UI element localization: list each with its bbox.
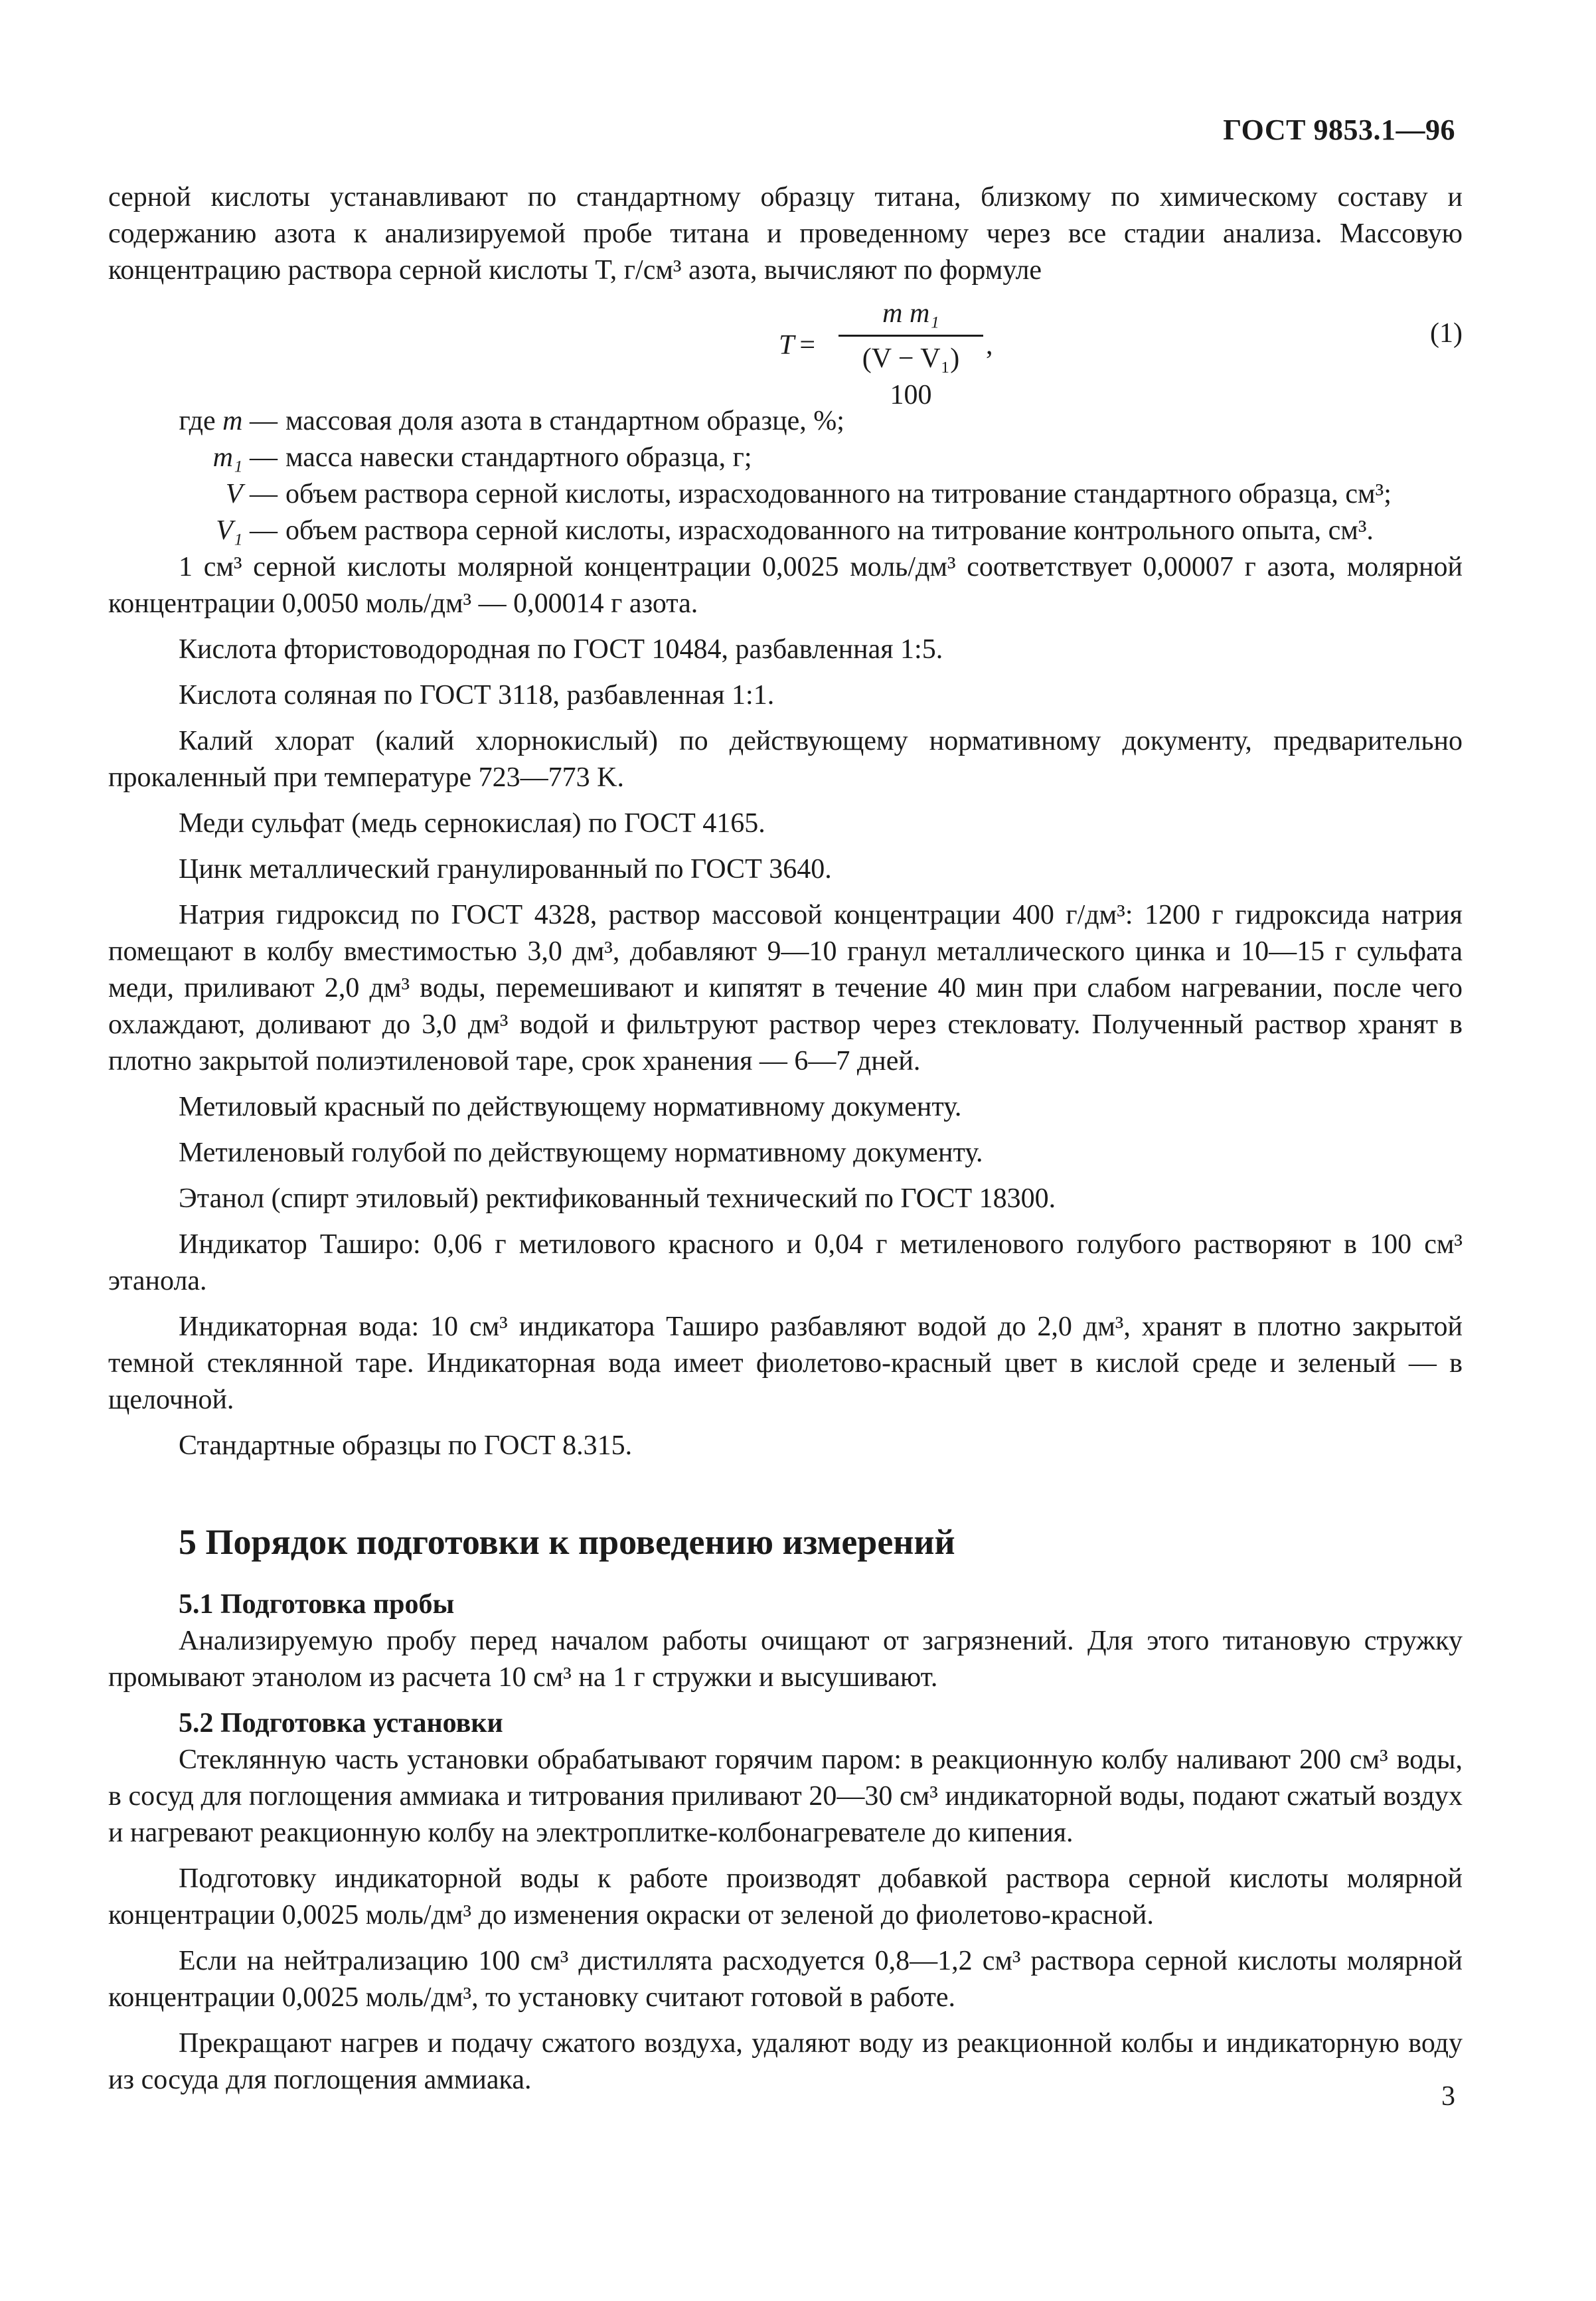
where-symbol: где m — <box>179 406 278 436</box>
formula-number: (1) <box>1430 318 1463 349</box>
where-description: массовая доля азота в стандартном образце, %; <box>285 406 844 436</box>
where-symbol: V — <box>225 479 278 509</box>
where-item <box>108 476 1463 513</box>
subsection-heading: 5.1 Подготовка пробы <box>179 1589 455 1620</box>
paragraph: Если на нейтрализацию 100 см³ дистиллята расходуется 0,8—1,2 см³ раствора серной кислоты молярной концентрации 0,0025 моль/дм³, то установку считают готовой в работе. <box>108 1946 1463 2013</box>
where-item <box>108 513 1463 549</box>
paragraph: Кислота соляная по ГОСТ 3118, разбавленная 1:1. <box>179 680 775 711</box>
where-description: масса навески стандартного образца, г; <box>285 442 752 473</box>
paragraph: Индикатор Таширо: 0,06 г метилового красного и 0,04 г метиленового голубого растворяют в 100 см³ этанола. <box>108 1229 1463 1296</box>
paragraph: Метиловый красный по действующему нормативному документу. <box>179 1092 962 1122</box>
formula-comma: , <box>986 330 993 361</box>
paragraph: Меди сульфат (медь сернокислая) по ГОСТ 4165. <box>179 808 765 839</box>
subsection-heading: 5.2 Подготовка установки <box>179 1708 503 1739</box>
section-heading: 5 Порядок подготовки к проведению измерений <box>179 1522 955 1562</box>
paragraph: Индикаторная вода: 10 см³ индикатора Таширо разбавляют водой до 2,0 дм³, хранят в плотно закрытой темной стеклянной таре. Индикаторная вода имеет фиолетово-красный цвет в кислой среде и зеленый — в щелочной. <box>108 1312 1463 1415</box>
paragraph: Цинк металлический гранулированный по ГОСТ 3640. <box>179 854 832 885</box>
intro-paragraph: серной кислоты устанавливают по стандартному образцу титана, близкому по химическому составу и содержанию азота к анализируемой пробе титана и проведенному через все стадии анализа. Массовую концентрацию раствора серной кислоты T, г/см³ азота, вычисляют по формуле <box>108 182 1463 286</box>
page-body <box>108 179 1463 2098</box>
paragraph: Калий хлорат (калий хлорнокислый) по действующему нормативному документу, предварительно прокаленный при температуре 723—773 K. <box>108 726 1463 793</box>
paragraph: Этанол (спирт этиловый) ректификованный технический по ГОСТ 18300. <box>179 1183 1056 1214</box>
paragraph: Стандартные образцы по ГОСТ 8.315. <box>179 1430 633 1461</box>
where-item <box>108 403 1463 440</box>
paragraph: Анализируемую пробу перед началом работы очищают от загрязнений. Для этого титановую стружку промывают этанолом из расчета 10 см³ на 1 г стружки и высушивают. <box>108 1626 1463 1693</box>
page-number: 3 <box>1441 2081 1455 2112</box>
where-symbol: V₁ — <box>216 515 278 546</box>
where-description: объем раствора серной кислоты, израсходованного на титрование контрольного опыта, см³. <box>285 515 1374 546</box>
where-item <box>108 440 1463 476</box>
formula-1 <box>108 296 1463 410</box>
paragraph: Метиленовый голубой по действующему нормативному документу. <box>179 1138 983 1168</box>
paragraph: Натрия гидроксид по ГОСТ 4328, раствор массовой концентрации 400 г/дм³: 1200 г гидроксида натрия помещают в колбу вместимостью 3,0 дм³, добавляют 9—10 гранул металлического цинка и 10—15 г сульфата меди, приливают 2,0 дм³ воды, перемешивают и кипятят в течение 40 мин при слабом нагревании, после чего охлаждают, доливают до 3,0 дм³ водой и фильтруют раствор через стекловату. Полученный раствор хранят в плотно закрытой полиэтиленовой таре, срок хранения — 6—7 дней. <box>108 900 1463 1076</box>
paragraph: Кислота фтористоводородная по ГОСТ 10484, разбавленная 1:5. <box>179 634 943 665</box>
formula-lhs: T = <box>779 330 816 361</box>
formula-fraction <box>838 296 983 414</box>
paragraph: Прекращают нагрев и подачу сжатого воздуха, удаляют воду из реакционной колбы и индикаторную воду из сосуда для поглощения аммиака. <box>108 2028 1463 2095</box>
where-symbol: m₁ — <box>212 442 278 473</box>
paragraph: Стеклянную часть установки обрабатывают горячим паром: в реакционную колбу наливают 200 см³ воды, в сосуд для поглощения аммиака и титрования приливают 20—30 см³ индикаторной воды, подают сжатый воздух и нагревают реакционную колбу на электроплитке-колбонагревателе до кипения. <box>108 1745 1463 1848</box>
where-description: объем раствора серной кислоты, израсходованного на титрование стандартного образца, см³; <box>285 479 1392 509</box>
paragraph: Подготовку индикаторной воды к работе производят добавкой раствора серной кислоты молярной концентрации 0,0025 моль/дм³ до изменения окраски от зеленой до фиолетово-красной. <box>108 1863 1463 1930</box>
where-list <box>108 403 1463 549</box>
formula-denominator: (V − V₁) 100 <box>862 343 960 410</box>
formula-numerator: m m₁ <box>838 296 983 337</box>
paragraph: 1 см³ серной кислоты молярной концентрации 0,0025 моль/дм³ соответствует 0,00007 г азота, молярной концентрации 0,0050 моль/дм³ — 0,00014 г азота. <box>108 552 1463 619</box>
standard-header: ГОСТ 9853.1—96 <box>1223 114 1455 146</box>
